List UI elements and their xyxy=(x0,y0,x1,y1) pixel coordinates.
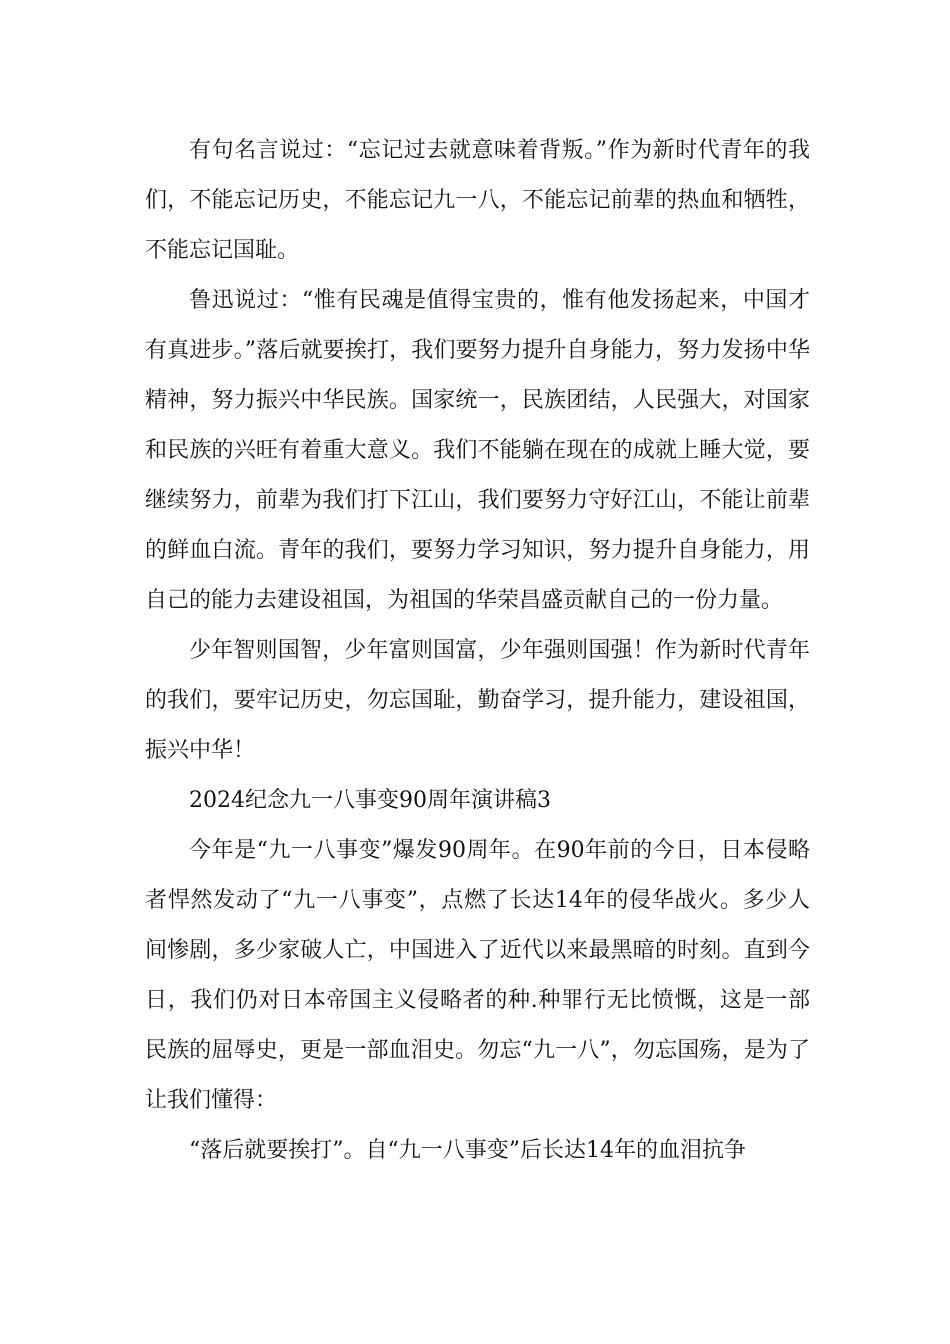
paragraph-90th-anniversary: 今年是“九一八事变”爆发90周年。在90年前的今日，日本侵略者悍然发动了“九一八事变”，点燃了长达14年的侵华战火。多少人间惨剧，多少家破人亡，中国进入了近代以来最黑暗的时刻。直到今日，我们仍对日本帝国主义侵略者的种.种罪行无比愤慨，这是一部民族的屈辱史，更是一部血泪史。勿忘“九一八”，勿忘国殇，是为了让我们懂得： xyxy=(145,838,810,1113)
document-body xyxy=(145,126,810,1176)
section-heading: 2024纪念九一八事变90周年演讲稿3 xyxy=(189,788,551,813)
paragraph-youth-strong: 少年智则国智，少年富则国富，少年强则国强！作为新时代青年的我们，要牢记历史，勿忘国耻，勤奋学习，提升能力，建设祖国，振兴中华！ xyxy=(145,638,810,763)
paragraph-remember-history: 有句名言说过：“忘记过去就意味着背叛。”作为新时代青年的我们，不能忘记历史，不能忘记九一八，不能忘记前辈的热血和牺牲，不能忘记国耻。 xyxy=(145,138,810,263)
paragraph-lu-xun-quote: 鲁迅说过：“惟有民魂是值得宝贵的，惟有他发扬起来，中国才有真进步。”落后就要挨打，我们要努力提升自身能力，努力发扬中华精神，努力振兴中华民族。国家统一，民族团结，人民强大，对国家和民族的兴旺有着重大意义。我们不能躺在现在的成就上睡大觉，要继续努力，前辈为我们打下江山，我们要努力守好江山，不能让前辈的鲜血白流。青年的我们，要努力学习知识，努力提升自身能力，用自己的能力去建设祖国，为祖国的华荣昌盛贡献自己的一份力量。 xyxy=(145,288,810,613)
paragraph-backward-beaten: “落后就要挨打”。自“九一八事变”后长达14年的血泪抗争 xyxy=(189,1138,746,1163)
